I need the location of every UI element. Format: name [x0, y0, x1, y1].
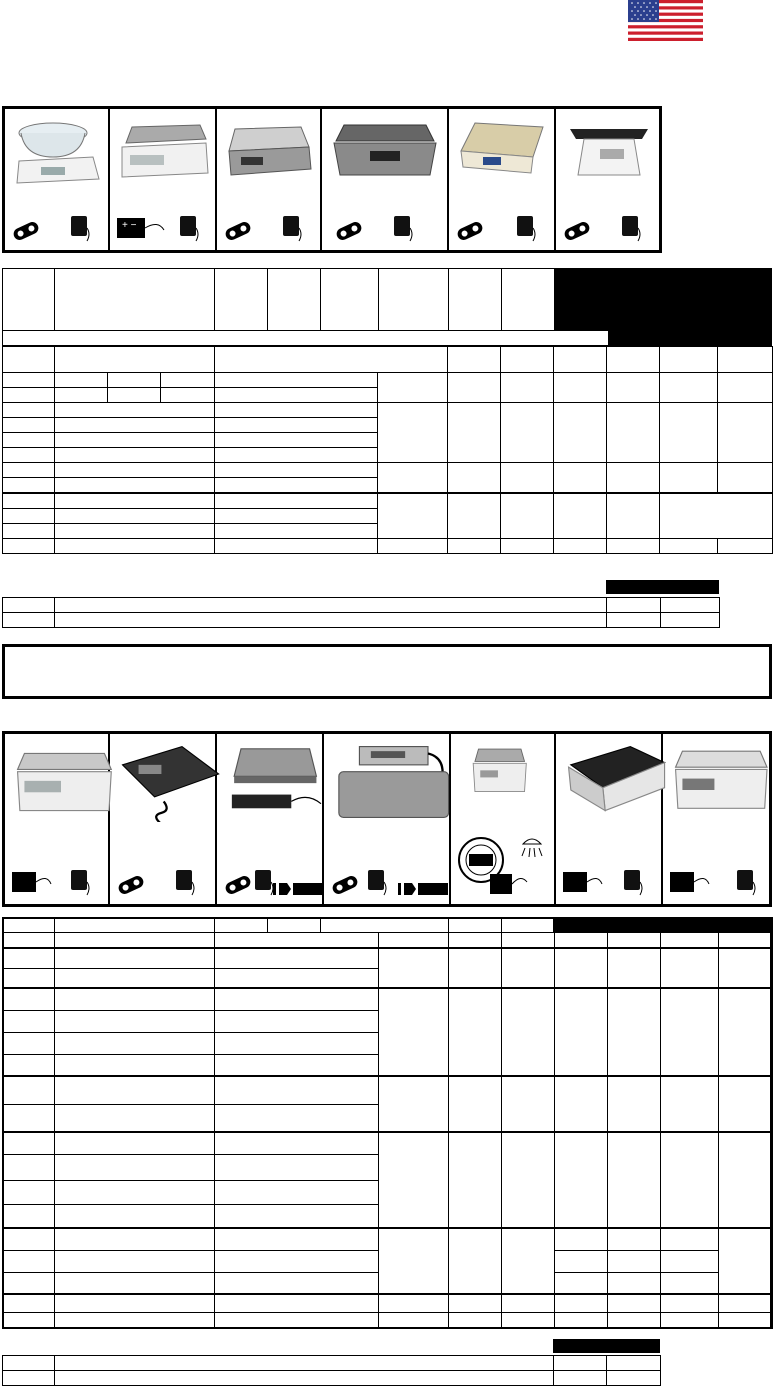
adapter-icon	[622, 868, 644, 896]
product-compact-scale	[663, 734, 769, 904]
battery-icon	[116, 874, 146, 896]
adapter-icon	[174, 868, 196, 896]
adapter-icon	[253, 868, 275, 896]
rs232-icon	[398, 882, 448, 896]
header-cell	[379, 269, 449, 331]
header-dark-block	[608, 268, 772, 346]
table-row	[3, 918, 773, 933]
lab-scale-image	[13, 742, 116, 822]
counting-scale-image	[564, 742, 669, 822]
product-bowl-scale	[5, 109, 110, 250]
us-flag-icon	[628, 0, 703, 41]
battery-icon	[223, 220, 253, 242]
product-counting-scale	[556, 734, 663, 904]
battery-icon	[455, 220, 485, 242]
svg-text:+ −: + −	[122, 220, 137, 231]
white-platform-scale-image	[564, 117, 654, 187]
battery-icon	[223, 874, 253, 896]
adapter-icon	[620, 214, 642, 242]
table-row	[3, 1356, 661, 1371]
product-platform-scale	[324, 734, 451, 904]
adapter-icon	[392, 214, 414, 242]
table-row	[3, 1371, 661, 1386]
note-box	[2, 644, 772, 699]
table-row	[3, 1228, 773, 1250]
adapter-icon	[69, 214, 91, 242]
table-row	[3, 598, 720, 613]
rs232-icon	[273, 882, 323, 896]
header-cell	[55, 269, 215, 331]
battery-icon	[11, 220, 41, 242]
header-cell	[449, 269, 502, 331]
top-spec-table	[2, 346, 773, 554]
table-row	[3, 1132, 773, 1154]
table-row	[3, 1076, 773, 1104]
steel-scale-image	[225, 117, 315, 187]
product-white-platform-scale	[556, 109, 662, 250]
table-row	[3, 933, 773, 949]
product-gold-scale	[449, 109, 556, 250]
adapter-icon	[69, 868, 91, 896]
shower-icon	[519, 834, 545, 860]
product-dark-platter-scale	[322, 109, 449, 250]
table-row	[3, 493, 773, 509]
adapter-icon	[515, 214, 537, 242]
header-spanner	[3, 331, 609, 346]
header-cell	[215, 269, 268, 331]
adapter-icon	[178, 214, 200, 242]
header-cell-dark	[555, 269, 609, 331]
adapter-icon	[281, 214, 303, 242]
bottom-accessory-header-dark	[553, 1339, 660, 1353]
rechargeable-battery-icon	[669, 868, 711, 896]
rechargeable-battery-icon	[116, 214, 166, 242]
product-tray-scale	[110, 109, 217, 250]
bowl-scale-image	[13, 117, 103, 187]
header-cell	[3, 269, 55, 331]
adapter-icon	[735, 868, 757, 896]
product-washdown-scale	[451, 734, 556, 904]
table-row	[3, 948, 773, 968]
rechargeable-battery-icon	[11, 868, 53, 896]
battery-icon	[334, 220, 364, 242]
product-lab-scale	[5, 734, 110, 904]
washdown-scale-image	[459, 742, 539, 804]
table-row	[3, 403, 773, 418]
table-row	[3, 373, 773, 388]
rechargeable-battery-icon	[489, 870, 529, 896]
adapter-icon	[366, 868, 388, 896]
gold-scale-image	[457, 117, 549, 187]
battery-icon	[330, 874, 360, 896]
bottom-accessory-table	[2, 1355, 661, 1386]
table-row	[3, 463, 773, 478]
rechargeable-battery-icon	[562, 868, 604, 896]
header-cell	[268, 269, 321, 331]
top-accessory-table	[2, 597, 720, 628]
header-cell	[502, 269, 555, 331]
dark-platter-scale-image	[330, 117, 440, 187]
table-row	[3, 613, 720, 628]
table-row	[3, 347, 773, 373]
compact-scale-image	[671, 742, 774, 822]
table-row	[3, 1312, 773, 1328]
product-steel-scale	[217, 109, 322, 250]
table-row	[3, 1294, 773, 1312]
header-cell	[321, 269, 379, 331]
battery-icon	[562, 220, 592, 242]
top-product-strip	[2, 106, 662, 253]
accessory-header-dark	[606, 580, 719, 594]
table-row	[3, 988, 773, 1010]
product-bench-scale	[217, 734, 324, 904]
platform-scale-image	[332, 742, 458, 822]
bottom-spec-table	[2, 917, 773, 1329]
top-spec-header	[2, 268, 772, 346]
table-row	[3, 539, 773, 554]
bottom-product-strip	[2, 731, 772, 907]
shipping-scale-image	[118, 742, 223, 822]
tray-scale-image	[118, 117, 210, 187]
product-shipping-scale	[110, 734, 217, 904]
bench-scale-image	[225, 742, 330, 822]
